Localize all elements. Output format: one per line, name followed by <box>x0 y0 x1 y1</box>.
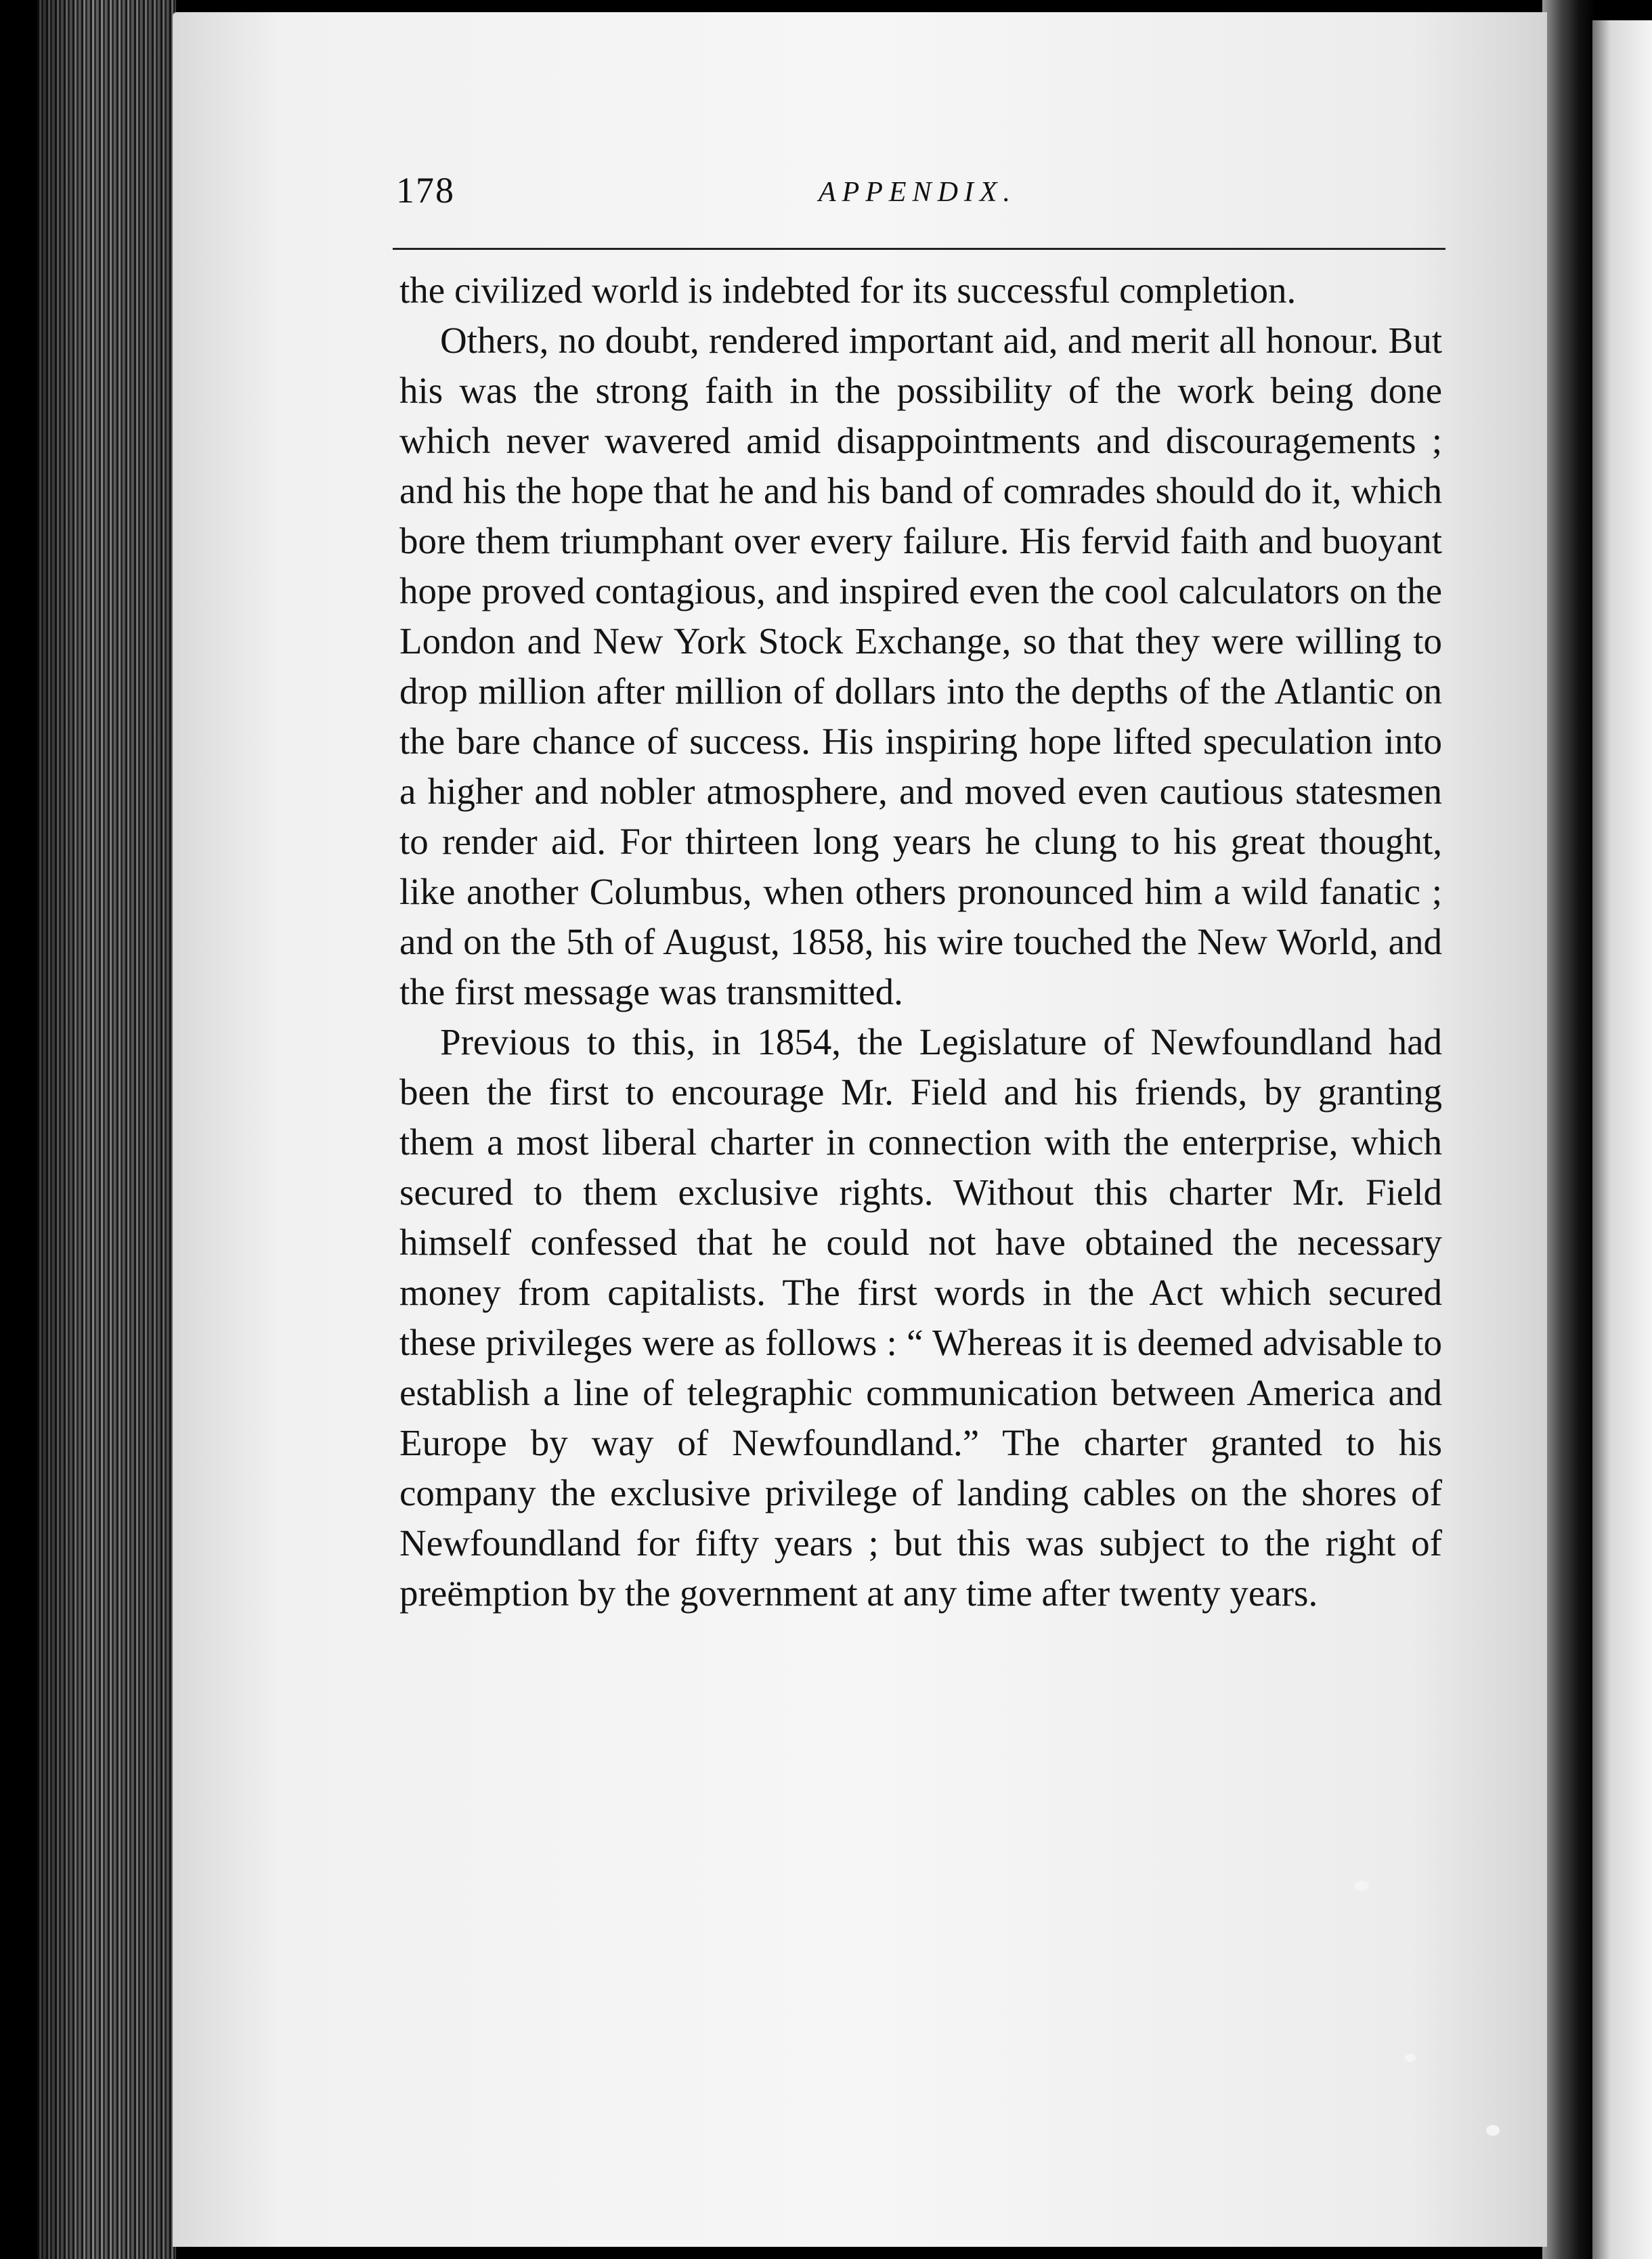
page-edges-shadow <box>37 0 176 2259</box>
paper-speck <box>1354 1881 1369 1891</box>
paragraph: Others, no doubt, rendered important aid, and merit all honour. But his was the strong faith in the possibility of the work being done which never wavered amid disappointments and discouragements ; and his the hope that he and his band of comrades should do it, which bore them triumphant over every failure. His fervid faith and buoyant hope proved contagious, and inspired even the cool calculators on the London and New York Stock Exchange, so that they were willing to drop million after million of dollars into the depths of the Atlantic on the bare chance of success. His inspiring hope lifted speculation into a higher and nobler atmosphere, and moved even cautious statesmen to render aid. For thirteen long years he clung to his great thought, like another Columbus, when others pronounced him a wild fanatic ; and on the 5th of August, 1858, his wire touched the New World, and the first message was transmitted. <box>399 320 1442 1012</box>
page-header <box>396 169 1439 223</box>
facing-page-edge <box>1592 20 1652 2259</box>
page-number: 178 <box>396 170 455 211</box>
header-rule <box>393 248 1446 250</box>
paper-speck <box>1486 2125 1500 2136</box>
binding-gutter <box>1542 0 1595 2259</box>
paragraph: Previous to this, in 1854, the Legislature of Newfoundland had been the first to encourage Mr. Field and his friends, by granting them a most liberal charter in connection with the enterprise, which secured to them exclusive rights. Without this charter Mr. Field himself confessed that he could not have obtained the necessary money from capitalists. The first words in the Act which secured these privileges were as follows : “ Whereas it is deemed advisable to establish a line of telegraphic communication between America and Europe by way of Newfoundland.” The charter granted to his company the exclusive privilege of landing cables on the shores of Newfoundland for fifty years ; but this was subject to the right of preëmption by the government at any time after twenty years. <box>399 1021 1442 1614</box>
body-text <box>399 265 1442 1618</box>
paper-speck <box>1405 2054 1416 2062</box>
paragraph-continued: the civilized world is indebted for its successful completion. <box>399 270 1297 311</box>
running-head: APPENDIX. <box>818 177 1017 208</box>
